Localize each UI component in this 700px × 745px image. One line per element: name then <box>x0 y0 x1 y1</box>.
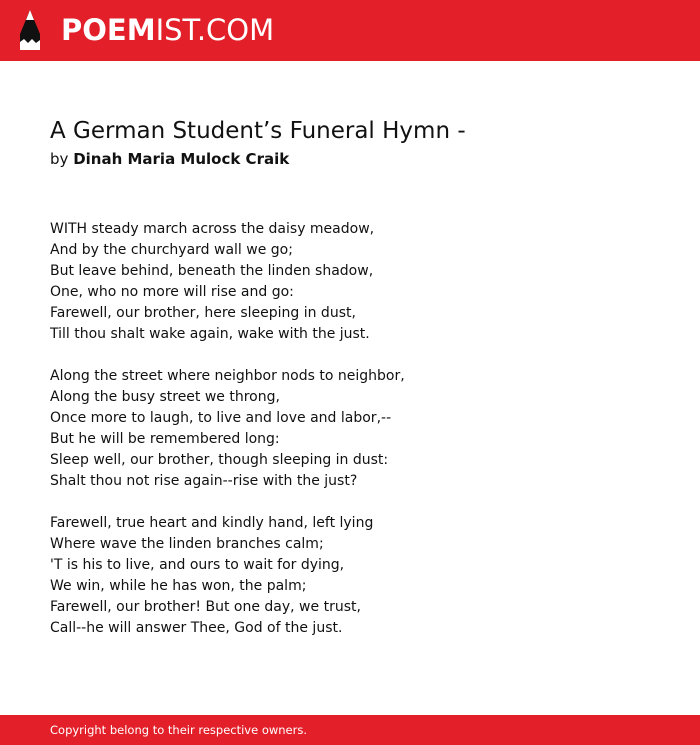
poem-line: Farewell, our brother! But one day, we trust, <box>50 599 361 615</box>
stanza-1 <box>50 219 670 345</box>
poem-title: A German Student’s Funeral Hymn - <box>50 118 466 144</box>
poem-byline <box>50 149 289 169</box>
poem-line: We win, while he has won, the palm; <box>50 578 307 594</box>
poem-line: But he will be remembered long: <box>50 431 280 447</box>
poem-line: Farewell, true heart and kindly hand, left lying <box>50 515 374 531</box>
poem-line: Sleep well, our brother, though sleeping in dust: <box>50 452 389 468</box>
poem-line: But leave behind, beneath the linden shadow, <box>50 263 374 279</box>
poem-author: Dinah Maria Mulock Craik <box>73 150 290 168</box>
poem-line: And by the churchyard wall we go; <box>50 242 293 258</box>
poem-line: Where wave the linden branches calm; <box>50 536 324 552</box>
poem-line: One, who no more will rise and go: <box>50 284 294 300</box>
site-footer <box>0 715 700 745</box>
poem-line: WITH steady march across the daisy meadow, <box>50 221 375 237</box>
site-header <box>0 0 700 61</box>
poem-body <box>50 219 670 660</box>
poem-line: 'T is his to live, and ours to wait for dying, <box>50 557 345 573</box>
logo-text-light: IST.COM <box>155 13 275 47</box>
poem-line: Call--he will answer Thee, God of the just. <box>50 620 343 636</box>
poem-line: Farewell, our brother, here sleeping in dust, <box>50 305 356 321</box>
site-logo[interactable] <box>61 13 274 47</box>
poem-line: Shalt thou not rise again--rise with the just? <box>50 473 358 489</box>
pencil-tip-icon[interactable] <box>18 10 42 52</box>
poem-line: Till thou shalt wake again, wake with the just. <box>50 326 370 342</box>
stanza-3 <box>50 513 670 639</box>
poem-line: Once more to laugh, to live and love and labor,-- <box>50 410 392 426</box>
by-label: by <box>50 150 69 168</box>
copyright-notice: Copyright belong to their respective owners. <box>50 723 308 737</box>
poem-line: Along the busy street we throng, <box>50 389 280 405</box>
poem-line: Along the street where neighbor nods to neighbor, <box>50 368 405 384</box>
logo-text-strong: POEM <box>61 13 156 47</box>
stanza-2 <box>50 366 670 492</box>
